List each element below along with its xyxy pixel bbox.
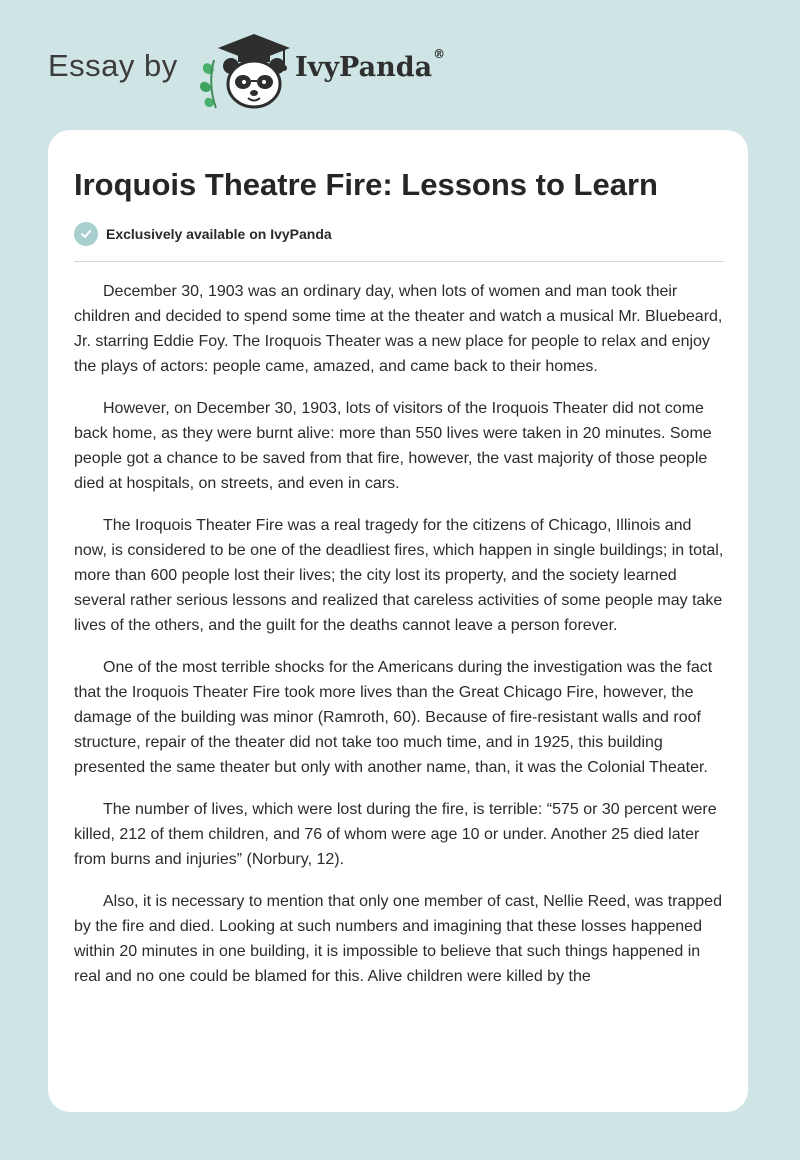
divider: [74, 261, 724, 262]
essay-title: Iroquois Theatre Fire: Lessons to Learn: [74, 167, 658, 202]
essay-by-label: Essay by: [48, 48, 178, 83]
registered-mark: ®: [433, 47, 446, 61]
exclusive-badge: [74, 222, 332, 246]
essay-card: [48, 130, 748, 1112]
essay-paragraph: One of the most terrible shocks for the Americans during the investigation was the fact that the Iroquois Theater Fire took more lives than the Great Chicago Fire, however, the damage of the building was minor (Ramroth, 60). Because of fire-resistant walls and roof structure, repair of the theater did not take too much time, and in 1925, this building presented the same theater but only with another name, than, it was the Colonial Theater.: [74, 659, 713, 776]
check-circle-icon: [74, 222, 98, 246]
essay-paragraph: The Iroquois Theater Fire was a real tragedy for the citizens of Chicago, Illinois and now, is considered to be one of the deadliest fires, which happen in single buildings; in total, more than 600 people lost their lives; the city lost its property, and the society learned several rather serious lessons and realized that careless activities of some people may take lives of the others, and the guilt for the deaths cannot leave a person forever.: [74, 517, 724, 634]
exclusive-badge-label: Exclusively available on IvyPanda: [106, 226, 332, 242]
panda-graduate-icon: [196, 30, 296, 112]
essay-paragraph: Also, it is necessary to mention that only one member of cast, Nellie Reed, was trapped by the fire and died. Looking at such numbers and imagining that these losses happened within 20 minutes in one building, it is impossible to believe that such things happened in real and no one could be blamed for this. Alive children were killed by the: [74, 893, 722, 985]
essay-paragraph: The number of lives, which were lost during the fire, is terrible: “575 or 30 percent were killed, 212 of them children, and 76 of whom were age 10 or under. Another 25 died later from burns and injuries” (Norbury, 12).: [74, 801, 717, 868]
site-header: [0, 0, 800, 120]
brand-name[interactable]: [295, 47, 446, 83]
essay-paragraph: December 30, 1903 was an ordinary day, when lots of women and man took their children and decided to spend some time at the theater and watch a musical Mr. Bluebeard, Jr. starring Eddie Foy. The Iroquois Theater was a new place for people to relax and enjoy the plays of actors: people came, amazed, and came back to their homes.: [74, 283, 723, 375]
essay-body: [74, 279, 724, 1006]
brand-text: IvyPanda: [295, 52, 433, 83]
ivypanda-logo[interactable]: [196, 30, 296, 112]
essay-paragraph: However, on December 30, 1903, lots of visitors of the Iroquois Theater did not come back home, as they were burnt alive: more than 550 lives were taken in 20 minutes. Some people got a chance to be saved from that fire, however, the vast majority of those people died at hospitals, on streets, and even in cars.: [74, 400, 712, 492]
